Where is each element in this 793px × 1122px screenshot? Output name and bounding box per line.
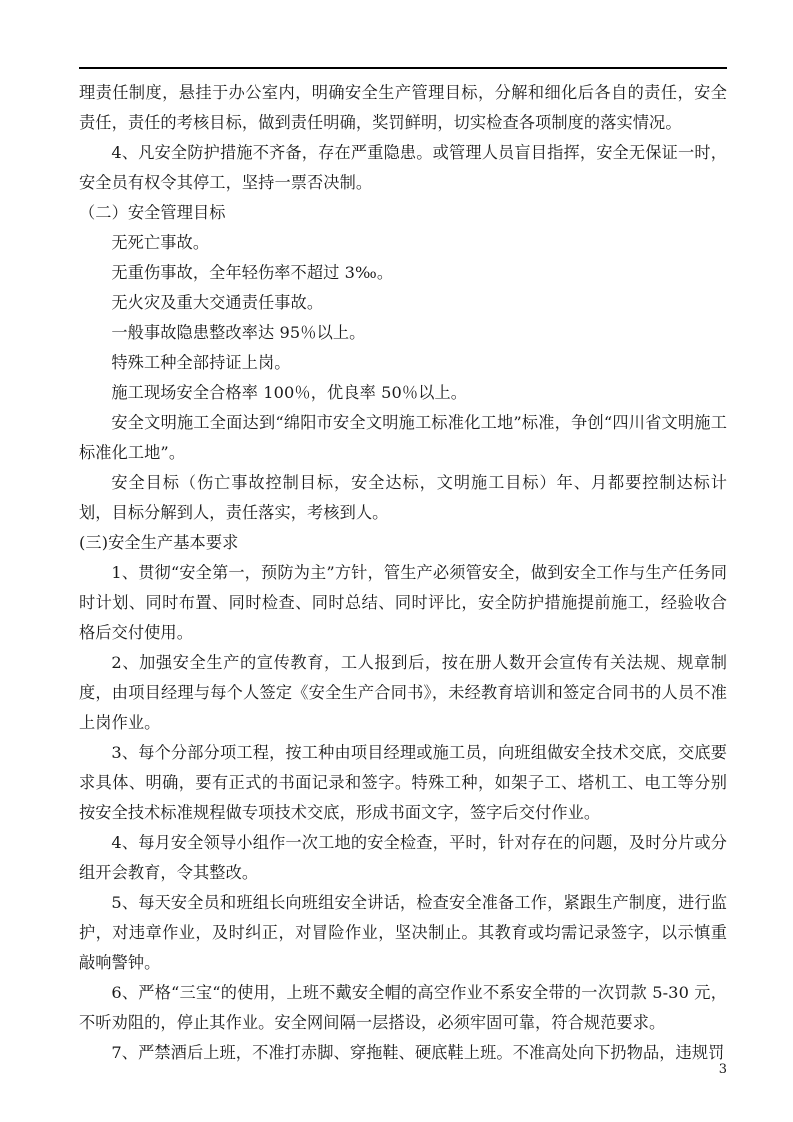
requirement-5-daily-talk: 5、每天安全员和班组长向班组安全讲话，检查安全准备工作，紧跟生产制度，进行监护，对违章作业，及时纠正，对冒险作业，坚决制止。其教育或均需记录签字，以示慎重敲响警钟。 bbox=[79, 893, 727, 972]
requirement-2-education: 2、加强安全生产的宣传教育，工人报到后，按在册人数开会宣传有关法规、规章制度，由项目经理与每个人签定《安全生产合同书》，未经教育培训和签定合同书的人员不准上岗作业。 bbox=[79, 653, 727, 732]
goal-special-trades-certified: 特殊工种全部持证上岗。 bbox=[111, 353, 291, 372]
goal-site-pass-rate: 施工现场安全合格率 100％，优良率 50％以上。 bbox=[111, 383, 468, 402]
goal-no-serious-injury: 无重伤事故，全年轻伤率不超过 3‰。 bbox=[111, 263, 394, 282]
goal-no-fire-traffic: 无火灾及重大交通责任事故。 bbox=[111, 293, 324, 312]
heading-section-3: (三)安全生产基本要求 bbox=[79, 533, 239, 552]
requirement-1-safety-first: 1、贯彻“安全第一，预防为主”方针，管生产必须管安全，做到安全工作与生产任务同时计划、同时布置、同时检查、同时总结、同时评比，安全防护措施提前施工，经验收合格后交付使用。 bbox=[79, 563, 727, 642]
heading-section-2: （二）安全管理目标 bbox=[79, 203, 226, 222]
header-rule-divider bbox=[79, 67, 727, 69]
goal-targets-breakdown: 安全目标（伤亡事故控制目标，安全达标，文明施工目标）年、月都要控制达标计划，目标分解到人，责任落实，考核到人。 bbox=[79, 473, 727, 522]
goal-civilized-construction: 安全文明施工全面达到“绵阳市安全文明施工标准化工地”标准，争创“四川省文明施工标准化工地”。 bbox=[79, 413, 727, 462]
requirement-6-three-treasures: 6、严格“三宝“的使用，上班不戴安全帽的高空作业不系安全带的一次罚款 5-30 元，不听劝阻的，停止其作业。安全网间隔一层搭设，必须牢固可靠，符合规范要求。 bbox=[79, 983, 727, 1032]
paragraph-item-4-stop-work: 4、凡安全防护措施不齐备，存在严重隐患。或管理人员盲目指挥，安全无保证一时，安全员有权令其停工，坚持一票否决制。 bbox=[79, 143, 727, 192]
goal-no-fatality: 无死亡事故。 bbox=[111, 233, 210, 252]
page-number: 3 bbox=[718, 1062, 727, 1077]
requirement-7-no-alcohol: 7、严禁酒后上班，不准打赤脚、穿拖鞋、硬底鞋上班。不准高处向下扔物品，违规罚 bbox=[111, 1043, 725, 1062]
requirement-3-technical-disclosure: 3、每个分部分项工程，按工种由项目经理或施工员，向班组做安全技术交底，交底要求具体、明确，要有正式的书面记录和签字。特殊工种，如架子工、塔机工、电工等分别按安全技术标准规程做专项技术交底，形成书面文字，签字后交付作业。 bbox=[79, 743, 727, 822]
requirement-4-monthly-inspection: 4、每月安全领导小组作一次工地的安全检查，平时，针对存在的问题，及时分片或分组开会教育，令其整改。 bbox=[79, 833, 727, 882]
paragraph-continuation: 理责任制度，悬挂于办公室内，明确安全生产管理目标，分解和细化后各自的责任，安全责任，责任的考核目标，做到责任明确，奖罚鲜明，切实检查各项制度的落实情况。 bbox=[79, 83, 727, 132]
document-body bbox=[79, 78, 727, 1068]
goal-hazard-rectification: 一般事故隐患整改率达 95％以上。 bbox=[111, 323, 366, 342]
